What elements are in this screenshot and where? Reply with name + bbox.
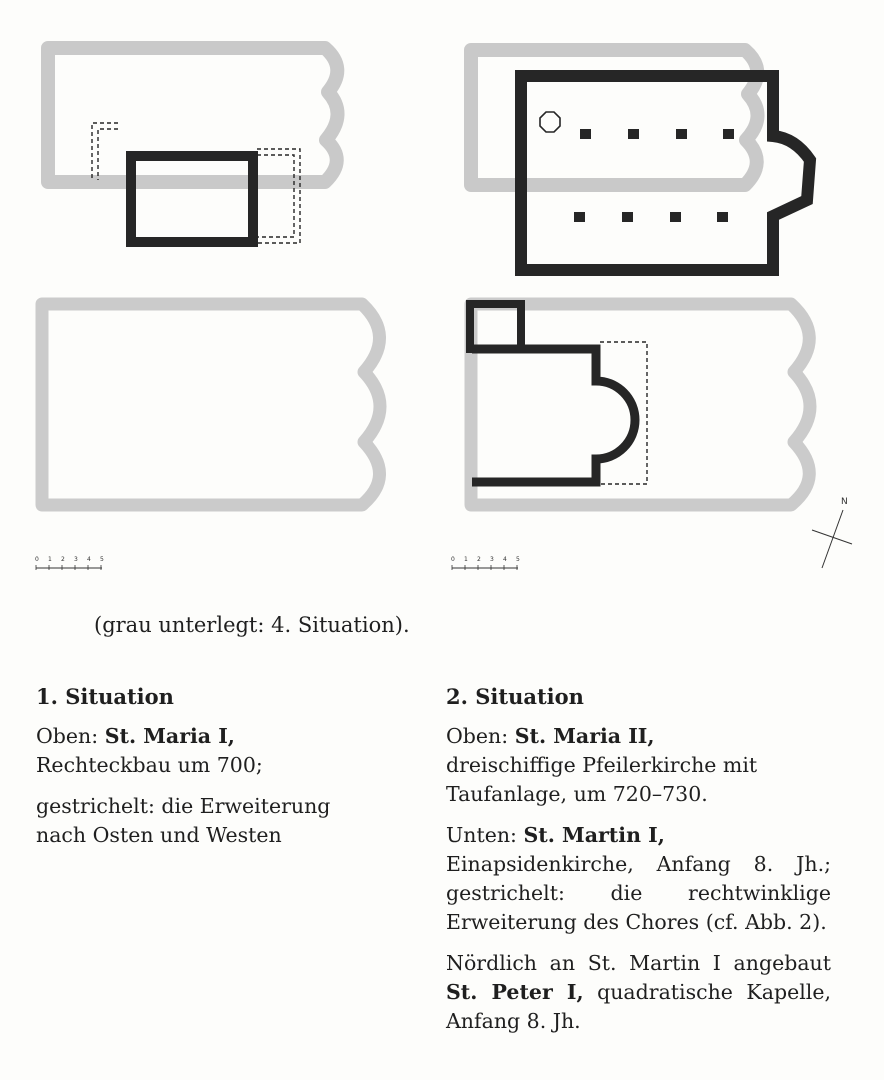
scale-label: 0 <box>35 556 39 563</box>
figure-caption: (grau unterlegt: 4. Situation). <box>94 613 410 637</box>
situation-1-paragraph-2 <box>36 792 376 850</box>
pier-row-south <box>574 212 728 222</box>
st-maria-i-walls <box>131 156 253 242</box>
description-text: dreischiffige Pfeilerkirche mit Taufanlage, um 720–730. <box>446 753 758 806</box>
description-text: gestrichelt: die Erweiterung nach Osten und Westen <box>36 794 331 847</box>
situation-2-paragraph-2 <box>446 821 831 937</box>
situation-1-paragraph-1 <box>36 722 421 780</box>
scale-label: 1 <box>464 556 468 563</box>
scale-bar-left <box>35 556 104 570</box>
scale-label: 2 <box>477 556 481 563</box>
scale-label: 0 <box>451 556 455 563</box>
scale-label: 1 <box>48 556 52 563</box>
west-extension-dashed <box>92 123 118 180</box>
north-arrow <box>812 497 852 568</box>
prefix-text: Nördlich an St. Martin I angebaut <box>446 951 831 975</box>
scale-label: 4 <box>503 556 507 563</box>
situation-1-column <box>36 682 421 862</box>
pier-row-north <box>580 129 734 139</box>
st-martin-i-walls <box>472 349 635 482</box>
plan-1-top <box>48 48 338 243</box>
situation-1-heading: 1. Situation <box>36 684 174 709</box>
situation-2-paragraph-3 <box>446 949 831 1036</box>
prefix-text: Oben: <box>446 724 515 748</box>
scale-label: 4 <box>87 556 91 563</box>
scale-label: 5 <box>516 556 520 563</box>
prefix-text: Unten: <box>446 823 524 847</box>
church-name: St. Martin I, <box>523 823 665 847</box>
gray-outline-situation-4 <box>42 304 380 505</box>
scale-label: 2 <box>61 556 65 563</box>
baptismal-font-octagon <box>540 112 560 132</box>
scale-label: 3 <box>490 556 494 563</box>
situation-2-heading: 2. Situation <box>446 684 584 709</box>
plan-1-bottom <box>42 304 380 505</box>
plan-2-top <box>471 50 810 270</box>
scale-label: 3 <box>74 556 78 563</box>
prefix-text: Oben: <box>36 724 105 748</box>
description-text: quadratische Kapelle, Anfang 8. Jh. <box>446 980 831 1033</box>
scale-label: 5 <box>100 556 104 563</box>
description-text: Rechteckbau um 700; <box>36 753 263 777</box>
chancel-extension-dashed <box>600 342 647 484</box>
scale-bar-right <box>451 556 520 570</box>
church-name: St. Peter I, <box>446 980 584 1004</box>
situation-2-column <box>446 682 831 1048</box>
description-text: Einapsidenkirche, Anfang 8. Jh.; gestrichelt: die rechtwinklige Erweiterung des Chores (cf. Abb. 2). <box>446 852 831 934</box>
church-name: St. Maria II, <box>514 724 655 748</box>
plan-2-bottom <box>470 304 810 505</box>
church-name: St. Maria I, <box>104 724 235 748</box>
north-label: N <box>841 497 848 507</box>
situation-2-paragraph-1 <box>446 722 831 809</box>
st-maria-ii-walls <box>521 76 810 270</box>
st-peter-i-chapel <box>470 304 521 349</box>
